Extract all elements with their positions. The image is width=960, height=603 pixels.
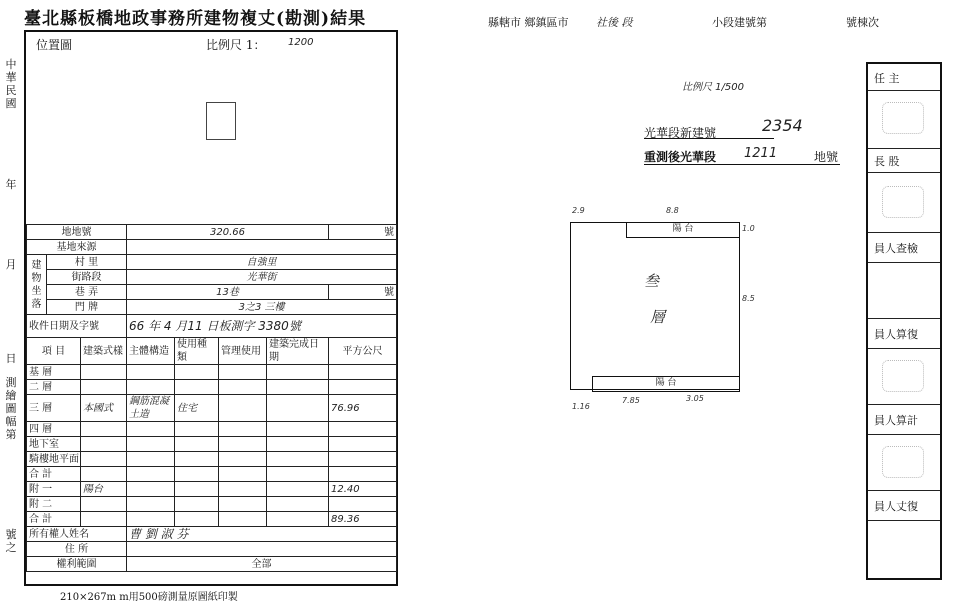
row-style xyxy=(81,497,127,512)
resurvey-unit: 地號 xyxy=(814,150,839,164)
new-number-value: 2354 xyxy=(762,116,803,135)
floor-label-char-2: 層 xyxy=(650,308,666,326)
bottom-balcony-label: 陽 台 xyxy=(655,378,677,388)
row-style xyxy=(81,437,127,452)
row-use xyxy=(175,422,219,437)
row-label: 二 層 xyxy=(27,380,81,395)
sidebar-label: 任 主 xyxy=(874,72,900,85)
stamp-area xyxy=(882,360,924,392)
header-item: 項 目 xyxy=(27,338,81,365)
header-management: 管理使用 xyxy=(219,338,267,365)
table-row xyxy=(27,467,397,482)
location-map-thumbnail xyxy=(206,102,236,140)
sidebar-cell xyxy=(868,348,940,405)
row-style xyxy=(81,380,127,395)
row-use xyxy=(175,380,219,395)
row-style: 本國式 xyxy=(81,395,127,422)
new-number-label: 光華段新建號 xyxy=(644,126,717,140)
dim-label: 1.0 xyxy=(742,224,755,233)
row-structure xyxy=(127,482,175,497)
header-style: 建築式樣 xyxy=(81,338,127,365)
lane-value: 13巷 xyxy=(127,285,329,300)
resurvey-value: 1211 xyxy=(744,146,778,161)
table-row xyxy=(27,437,397,452)
building-data-table xyxy=(26,224,397,572)
village-value: 自強里 xyxy=(127,255,397,270)
sidebar-label: 員人算計 xyxy=(874,414,918,427)
row-area: 12.40 xyxy=(329,482,397,497)
owner-label: 所有權人姓名 xyxy=(27,527,127,542)
lane-label: 巷 弄 xyxy=(47,285,127,300)
row-label: 附 一 xyxy=(27,482,81,497)
stamp-area xyxy=(882,102,924,134)
dim-label: 8.5 xyxy=(742,294,755,303)
margin-month: 月 xyxy=(5,258,17,271)
row-structure xyxy=(127,380,175,395)
sidebar-label: 長 股 xyxy=(874,155,900,168)
scale-value: 1200 xyxy=(288,37,314,48)
row-label: 基 層 xyxy=(27,365,81,380)
base-lot-value: 320.66 xyxy=(127,225,329,240)
stamp-area xyxy=(882,186,924,218)
row-structure xyxy=(127,497,175,512)
sidebar-cell xyxy=(868,232,940,263)
sidebar-cell xyxy=(868,148,940,173)
row-style xyxy=(81,452,127,467)
row-structure: 鋼筋混凝土造 xyxy=(127,395,175,422)
sidebar-cell xyxy=(868,490,940,521)
row-style: 陽台 xyxy=(81,482,127,497)
row-area: 76.96 xyxy=(329,395,397,422)
row-use xyxy=(175,365,219,380)
margin-year: 年 xyxy=(5,178,17,191)
dim-label: 2.9 xyxy=(572,206,585,215)
row-area xyxy=(329,422,397,437)
road-value: 光華街 xyxy=(127,270,397,285)
resurvey-underline xyxy=(644,164,840,165)
location-map-section xyxy=(26,32,396,225)
row-label: 四 層 xyxy=(27,422,81,437)
row-area xyxy=(329,497,397,512)
dim-label: 1.16 xyxy=(572,402,590,411)
right-header-suffix: 號棟次 xyxy=(846,16,879,29)
receipt-value: 66 年 4 月11 日板測字 3380號 xyxy=(127,315,397,338)
door-label: 門 牌 xyxy=(47,300,127,315)
row-structure xyxy=(127,467,175,482)
row-area xyxy=(329,452,397,467)
row-style xyxy=(81,467,127,482)
table-row xyxy=(27,512,397,527)
row-label: 地下室 xyxy=(27,437,81,452)
table-row xyxy=(27,452,397,467)
margin-number-of: 號之 xyxy=(5,528,17,554)
paper-footnote: 210×267m m用500磅測量原圖紙印製 xyxy=(60,592,238,603)
sidebar-cell xyxy=(868,172,940,233)
stamp-area xyxy=(882,446,924,478)
dim-label: 7.85 xyxy=(622,396,640,405)
right-header-city: 縣轄市 鄉鎮區市 xyxy=(488,16,569,29)
table-row xyxy=(27,422,397,437)
margin-survey-sheet: 測繪圖幅第 xyxy=(5,376,17,441)
row-use xyxy=(175,452,219,467)
row-label: 合 計 xyxy=(27,467,81,482)
row-label: 騎樓地平面 xyxy=(27,452,81,467)
row-label: 合 計 xyxy=(27,512,81,527)
door-value: 3之3 三樓 xyxy=(127,300,397,315)
row-style xyxy=(81,365,127,380)
row-style xyxy=(81,422,127,437)
right-scale: 比例尺 1/500 xyxy=(682,82,744,93)
right-header-subsection: 小段建號第 xyxy=(712,16,767,29)
sidebar-cell xyxy=(868,318,940,349)
base-source-value xyxy=(127,240,397,255)
sidebar-label: 員人查檢 xyxy=(874,242,918,255)
row-structure xyxy=(127,422,175,437)
row-style xyxy=(81,512,127,527)
top-balcony-label: 陽 台 xyxy=(672,224,694,234)
receipt-label: 收件日期及字號 xyxy=(27,315,127,338)
margin-republic-of-china: 中華民國 xyxy=(5,58,17,110)
base-source-label: 基地來源 xyxy=(27,240,127,255)
margin-day: 日 xyxy=(5,352,17,365)
sidebar-cell xyxy=(868,90,940,149)
header-structure: 主體構造 xyxy=(127,338,175,365)
building-location-group-label: 建物坐落 xyxy=(27,255,47,315)
dim-label: 3.05 xyxy=(686,394,704,403)
table-row xyxy=(27,365,397,380)
base-lot-unit: 號 xyxy=(329,225,397,240)
table-row xyxy=(27,395,397,422)
owner-value: 曹 劉 淑 芬 xyxy=(127,527,397,542)
resurvey-label: 重測後光華段 xyxy=(644,150,717,164)
road-label: 街路段 xyxy=(47,270,127,285)
row-use xyxy=(175,437,219,452)
location-map-label: 位置圖 xyxy=(36,38,73,52)
row-area xyxy=(329,380,397,395)
survey-form xyxy=(24,30,398,586)
row-label: 附 二 xyxy=(27,497,81,512)
table-row xyxy=(27,380,397,395)
row-label: 三 層 xyxy=(27,395,81,422)
table-row xyxy=(27,482,397,497)
sidebar-label: 員人算復 xyxy=(874,328,918,341)
row-use: 住宅 xyxy=(175,395,219,422)
row-area xyxy=(329,437,397,452)
lane-unit: 號 xyxy=(329,285,397,300)
rights-value: 全部 xyxy=(127,557,397,572)
floor-label-char-1: 叁 xyxy=(644,272,660,290)
row-structure xyxy=(127,437,175,452)
document-title: 臺北縣板橋地政事務所建物複丈(勘測)結果 xyxy=(24,9,367,29)
sidebar-cell xyxy=(868,404,940,435)
row-use xyxy=(175,497,219,512)
header-area: 平方公尺 xyxy=(329,338,397,365)
bottom-balcony xyxy=(592,376,740,392)
new-number-underline xyxy=(644,138,774,139)
dim-label: 8.8 xyxy=(666,206,679,215)
right-header-section: 社後 段 xyxy=(596,16,633,29)
row-structure xyxy=(127,365,175,380)
scale-label: 比例尺 1： xyxy=(206,38,266,52)
sidebar-cell xyxy=(868,434,940,491)
row-use xyxy=(175,482,219,497)
header-use-type: 使用種類 xyxy=(175,338,219,365)
row-use xyxy=(175,512,219,527)
sidebar-label: 員人丈復 xyxy=(874,500,918,513)
row-structure xyxy=(127,512,175,527)
approval-sidebar xyxy=(866,62,942,580)
sidebar-cell xyxy=(868,262,940,319)
header-completion-date: 建築完成日 期 xyxy=(267,338,329,365)
village-label: 村 里 xyxy=(47,255,127,270)
base-lot-label: 地地號 xyxy=(27,225,127,240)
sidebar-cell xyxy=(868,64,940,91)
row-area xyxy=(329,467,397,482)
rights-label: 權利範圍 xyxy=(27,557,127,572)
row-use xyxy=(175,467,219,482)
address-label: 住 所 xyxy=(27,542,127,557)
row-structure xyxy=(127,452,175,467)
top-balcony xyxy=(626,222,740,238)
address-value xyxy=(127,542,397,557)
row-area xyxy=(329,365,397,380)
table-row xyxy=(27,497,397,512)
row-area: 89.36 xyxy=(329,512,397,527)
